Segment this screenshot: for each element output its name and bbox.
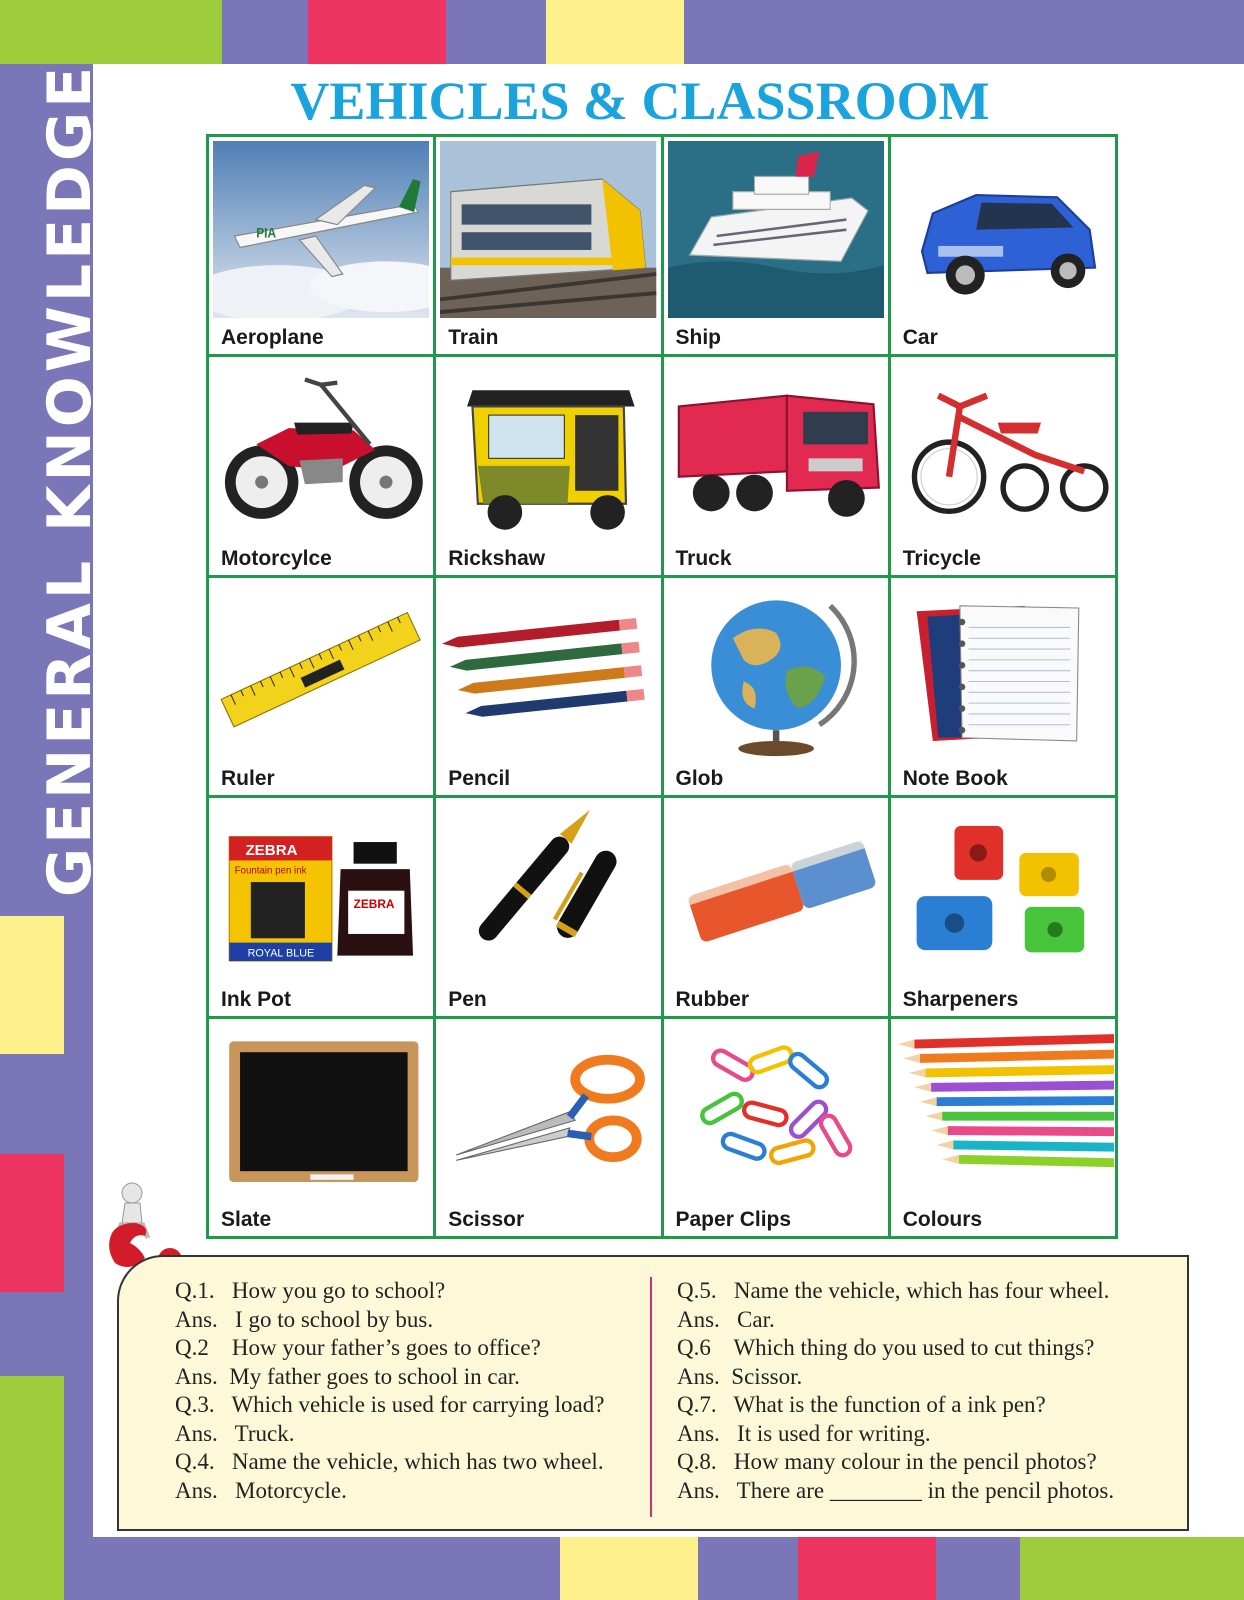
item-label: Pencil <box>448 767 511 791</box>
ship-icon <box>668 141 884 318</box>
grid-cell-aeroplane <box>209 137 433 354</box>
left-strip-yellow <box>0 916 64 1054</box>
quiz-line: Ans. Car. <box>677 1306 775 1332</box>
item-label: Scissor <box>448 1207 525 1231</box>
grid-cell-globe <box>664 578 888 795</box>
quiz-line: Q.8. How many colour in the pencil photos? <box>677 1449 1097 1474</box>
grid-cell-motorcycle <box>209 357 433 574</box>
notebook-icon <box>895 582 1111 759</box>
quiz-line: Q.7. What is the function of a ink pen? <box>677 1392 1046 1417</box>
item-label: Motorcylce <box>221 546 332 570</box>
grid-cell-ruler <box>209 578 433 795</box>
left-strip-pink <box>0 1154 64 1292</box>
ink-pot-icon <box>213 802 429 979</box>
grid-cell-train <box>436 137 660 354</box>
grid-cell-paper-clips <box>664 1019 888 1236</box>
item-label: Ink Pot <box>221 987 292 1011</box>
picture-grid <box>206 134 1118 1239</box>
svg-text:PIA: PIA <box>256 224 277 241</box>
item-label: Aeroplane <box>221 326 324 350</box>
grid-cell-rickshaw <box>436 357 660 574</box>
grid-cell-ship <box>664 137 888 354</box>
grid-cell-sharpeners <box>891 798 1115 1015</box>
grid-cell-car <box>891 137 1115 354</box>
bottom-strip-pink <box>798 1537 936 1600</box>
quiz-line: Q.3. Which vehicle is used for carrying load? <box>175 1392 605 1417</box>
scissor-icon <box>440 1023 656 1200</box>
item-label: Colours <box>902 1207 983 1231</box>
item-label: Rubber <box>675 987 749 1011</box>
paper-clips-icon <box>668 1023 884 1200</box>
item-label: Slate <box>221 1207 272 1231</box>
quiz-line: Ans. I go to school by bus. <box>175 1306 434 1332</box>
left-strip-green <box>0 1376 64 1600</box>
quiz-line: Q.5. Name the vehicle, which has four wheel. <box>677 1278 1110 1303</box>
slate-icon <box>213 1023 429 1200</box>
item-label: Rickshaw <box>448 546 546 570</box>
svg-text:ZEBRA: ZEBRA <box>245 842 298 860</box>
side-title <box>35 62 106 898</box>
top-strip-purple-2 <box>446 0 546 64</box>
train-icon <box>440 141 656 318</box>
grid-cell-notebook <box>891 578 1115 795</box>
grid-cell-tricycle <box>891 357 1115 574</box>
pencil-icon <box>440 582 656 759</box>
grid-cell-pen <box>436 798 660 1015</box>
item-label: Glob <box>675 767 724 791</box>
grid-cell-scissor <box>436 1019 660 1236</box>
item-label: Ship <box>675 326 721 350</box>
rubber-icon <box>668 802 884 979</box>
grid-cell-colours <box>891 1019 1115 1236</box>
tricycle-icon <box>895 361 1111 538</box>
side-title-text: GENERAL KNOWLEDGE <box>35 62 106 898</box>
item-label: Paper Clips <box>675 1207 792 1231</box>
quiz-line: Q.1. How you go to school? <box>175 1278 446 1303</box>
grid-cell-pencil <box>436 578 660 795</box>
grid-cell-ink-pot <box>209 798 433 1015</box>
colour-pencils-icon <box>891 1023 1115 1200</box>
aeroplane-icon <box>213 141 429 318</box>
item-label: Ruler <box>221 767 275 791</box>
quiz-line: Ans. It is used for writing. <box>677 1420 931 1446</box>
svg-text:Fountain pen ink: Fountain pen ink <box>234 865 307 877</box>
quiz-divider <box>650 1277 652 1517</box>
quiz-line: Ans. There are ________ in the pencil photos. <box>677 1477 1115 1503</box>
item-label: Car <box>902 326 938 350</box>
grid-cell-truck <box>664 357 888 574</box>
quiz-line: Q.2 How your father’s goes to office? <box>175 1335 541 1360</box>
quiz-line: Q.6 Which thing do you used to cut things? <box>677 1335 1095 1360</box>
svg-text:ZEBRA: ZEBRA <box>353 897 395 912</box>
top-strip-purple-1 <box>222 0 308 64</box>
grid-cell-slate <box>209 1019 433 1236</box>
top-strip-yellow <box>546 0 684 64</box>
quiz-line: Q.4. Name the vehicle, which has two wheel. <box>175 1449 604 1474</box>
svg-text:ROYAL BLUE: ROYAL BLUE <box>247 947 315 960</box>
item-label: Note Book <box>902 767 1008 791</box>
item-label: Sharpeners <box>902 987 1019 1011</box>
quiz-line: Ans. Truck. <box>175 1420 295 1446</box>
quiz-left-column <box>175 1277 604 1505</box>
quiz-line: Ans. Scissor. <box>677 1363 803 1389</box>
bottom-strip-yellow <box>560 1537 698 1600</box>
motorcycle-icon <box>213 361 429 538</box>
top-strip-green <box>0 0 222 64</box>
grid-cell-rubber <box>664 798 888 1015</box>
top-strip-pink <box>308 0 446 64</box>
page-title: VEHICLES & CLASSROOM <box>290 71 990 131</box>
globe-icon <box>668 582 884 759</box>
rickshaw-icon <box>440 361 656 538</box>
quiz-line: Ans. Motorcycle. <box>175 1477 347 1503</box>
top-strip-purple-3 <box>684 0 1244 64</box>
quiz-line: Ans. My father goes to school in car. <box>175 1363 520 1389</box>
ruler-icon <box>213 582 429 759</box>
quiz-right-column <box>677 1277 1114 1505</box>
item-label: Truck <box>675 546 732 570</box>
car-icon <box>895 141 1111 318</box>
quiz-box <box>117 1255 1189 1531</box>
sharpener-icon <box>895 802 1111 979</box>
bottom-strip-green <box>1020 1537 1244 1600</box>
truck-icon <box>668 361 884 538</box>
item-label: Pen <box>448 987 487 1011</box>
item-label: Tricycle <box>902 546 981 570</box>
pen-icon <box>440 802 656 979</box>
item-label: Train <box>448 326 499 350</box>
